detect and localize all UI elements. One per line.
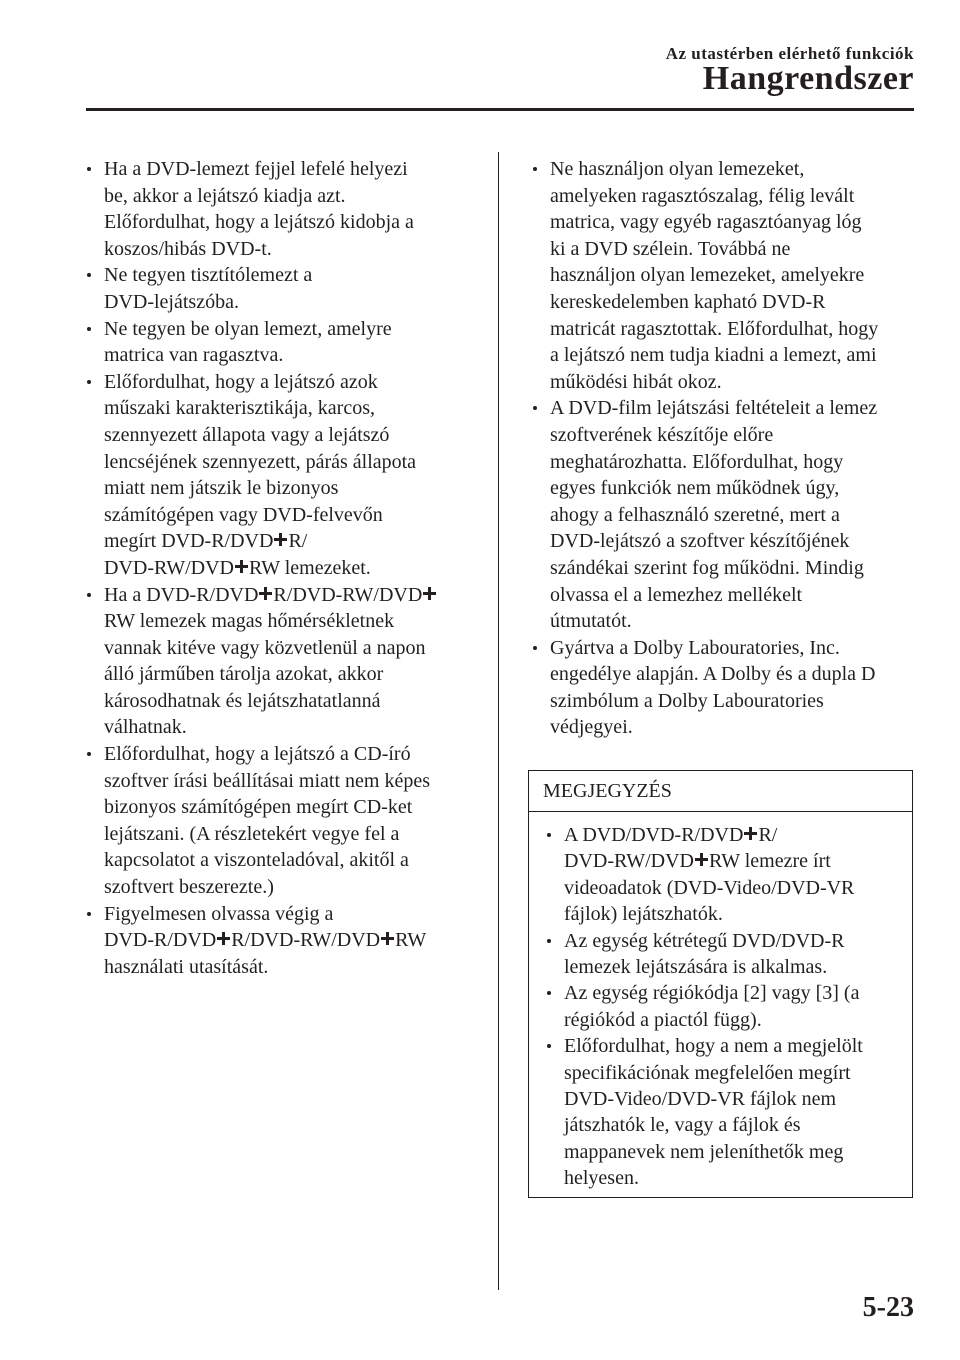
bullet-dot-icon (87, 273, 91, 277)
text-line: A DVD-film lejátszási feltételeit a lemez (550, 397, 878, 420)
text-line: Az egység kétrétegű DVD/DVD-R (564, 929, 845, 952)
text-line: a lejátszó nem tudja kiadni a lemezt, ami (550, 344, 877, 367)
text-line: ki a DVD szélein. Továbbá ne (550, 237, 791, 260)
text-line: kapcsolatot a viszonteladóval, akitől a (104, 849, 409, 872)
bullet-dot-icon (87, 752, 91, 756)
bullet-item (542, 980, 912, 1033)
bullet-dot-icon (533, 406, 537, 410)
text-line: szoftvert beszerezte.) (104, 876, 274, 899)
bullet-dot-icon (547, 991, 551, 995)
text-line: engedélye alapján. A Dolby és a dupla D (550, 663, 876, 686)
text-line: károsodhatnak és lejátszhatatlanná (104, 689, 381, 712)
text-line: egyes funkciók nem működnek úgy, (550, 477, 840, 500)
text-line: Ha a DVD-lemezt fejjel lefelé helyezi (104, 158, 408, 180)
left-column (82, 156, 477, 980)
column-divider (498, 152, 499, 1290)
note-box (528, 770, 913, 1198)
left-bullet-list (82, 156, 477, 980)
plus-icon (381, 932, 394, 945)
bullet-dot-icon (533, 646, 537, 650)
bullet-item (528, 635, 918, 741)
bullet-item (528, 156, 918, 395)
text-line: RW lemezek magas hőmérsékletnek (104, 610, 395, 633)
bullet-item (82, 582, 477, 742)
bullet-item (82, 262, 477, 315)
text-line: DVD-Video/DVD-VR fájlok nem (564, 1088, 837, 1111)
text-line: Az egység régiókódja [2] vagy [3] (a (564, 982, 860, 1005)
text-line: szennyezett állapota vagy a lejátszó (104, 423, 390, 446)
text-line: játszhatók le, vagy a fájlok és (564, 1114, 801, 1137)
note-body (529, 812, 912, 1192)
text-line: Gyártva a Dolby Labouratories, Inc. (550, 636, 840, 659)
text-line: válhatnak. (104, 716, 187, 739)
text-line: Ne tegyen tisztítólemezt a (104, 264, 313, 287)
text-line: matricát ragasztottak. Előfordulhat, hogy (550, 317, 879, 340)
bullet-dot-icon (87, 167, 91, 171)
text-line: Figyelmesen olvassa végig a (104, 902, 334, 925)
text-line: kereskedelemben kapható DVD-R (550, 290, 826, 313)
text-line: videoadatok (DVD-Video/DVD-VR (564, 876, 855, 899)
bullet-item (82, 741, 477, 901)
text-line: Előfordulhat, hogy a lejátszó a CD-író (104, 743, 411, 766)
text-line: be, akkor a lejátszó kiadja azt. (104, 184, 346, 207)
text-line: védjegyei. (550, 716, 633, 739)
bullet-dot-icon (547, 939, 551, 943)
text-line: lejátszani. (A részletekért vegye fel a (104, 822, 400, 845)
text-line: meghatározhatta. Előfordulhat, hogy (550, 450, 844, 473)
text-line: specifikációnak megfelelően megírt (564, 1061, 851, 1084)
text-line: amelyeken ragasztószalag, félig levált (550, 184, 855, 207)
bullet-item (542, 928, 912, 981)
text-line: bizonyos számítógépen megírt CD-ket (104, 796, 413, 819)
note-title: MEGJEGYZÉS (529, 771, 912, 812)
text-line: helyesen. (564, 1167, 639, 1190)
text-line: DVD-R/DVD R/DVD-RW/DVD RW (104, 929, 427, 952)
text-line: szoftver írási beállításai miatt nem képes (104, 769, 430, 792)
text-line: A DVD/DVD-R/DVD R/ (564, 824, 778, 846)
text-line: régiókód a piactól függ). (564, 1008, 762, 1031)
text-line: Ne használjon olyan lemezeket, (550, 158, 805, 180)
bullet-dot-icon (533, 167, 537, 171)
bullet-item (82, 156, 477, 262)
text-line: matrica, vagy egyéb ragasztóanyag lóg (550, 211, 862, 234)
bullet-dot-icon (87, 593, 91, 597)
text-line: használjon olyan lemezeket, amelyekre (550, 264, 865, 287)
text-line: Előfordulhat, hogy a nem a megjelölt (564, 1035, 863, 1058)
bullet-dot-icon (547, 1044, 551, 1048)
text-line: útmutatót. (550, 610, 632, 633)
text-line: számítógépen vagy DVD-felvevőn (104, 503, 383, 526)
bullet-dot-icon (87, 380, 91, 384)
text-line: Előfordulhat, hogy a lejátszó kidobja a (104, 211, 414, 234)
right-column (528, 156, 918, 741)
text-line: lemezek lejátszására is alkalmas. (564, 956, 828, 979)
text-line: olvassa el a lemezhez mellékelt (550, 583, 803, 606)
text-line: műszaki karakterisztikája, karcos, (104, 397, 375, 420)
chapter-title: Hangrendszer (702, 60, 914, 97)
text-line: matrica van ragasztva. (104, 344, 284, 367)
right-bullet-list (528, 156, 918, 741)
text-line: szimbólum a Dolby Labouratories (550, 689, 824, 712)
plus-icon (235, 560, 248, 573)
bullet-item (542, 822, 912, 928)
bullet-dot-icon (87, 912, 91, 916)
text-line: szándékai szerint fog működni. Mindig (550, 556, 864, 579)
text-line: lencséjének szennyezett, párás állapota (104, 450, 417, 473)
text-line: DVD-RW/DVD RW lemezre írt (564, 850, 831, 873)
bullet-item (528, 395, 918, 634)
text-line: álló járműben tárolja azokat, akkor (104, 663, 384, 686)
header-rule (86, 108, 914, 111)
text-line: DVD-RW/DVD RW lemezeket. (104, 556, 371, 579)
text-line: koszos/hibás DVD-t. (104, 237, 272, 260)
plus-icon (744, 827, 757, 840)
text-line: DVD-lejátszó a szoftver készítőjének (550, 530, 850, 553)
plus-icon (259, 587, 272, 600)
text-line: ahogy a felhasználó szeretné, mert a (550, 503, 840, 526)
text-line: Ha a DVD-R/DVD R/DVD-RW/DVD (104, 582, 477, 609)
text-line: mappanevek nem jeleníthetők meg (564, 1140, 844, 1163)
text-line: működési hibát okoz. (550, 370, 722, 393)
bullet-item (542, 1033, 912, 1191)
page-number: 5-23 (862, 1292, 914, 1323)
bullet-dot-icon (547, 833, 551, 837)
section-label: Az utastérben elérhető funkciók (665, 44, 914, 63)
text-line: megírt DVD-R/DVD R/ (104, 530, 308, 553)
bullet-dot-icon (87, 327, 91, 331)
bullet-item (82, 901, 477, 981)
text-line: Előfordulhat, hogy a lejátszó azok (104, 370, 378, 393)
text-line: használati utasítását. (104, 955, 269, 978)
plus-icon (274, 533, 287, 546)
bullet-item (82, 369, 477, 582)
plus-icon (695, 853, 708, 866)
bullet-item (82, 316, 477, 369)
plus-icon (217, 932, 230, 945)
note-bullet-list (542, 822, 912, 1192)
text-line: Ne tegyen be olyan lemezt, amelyre (104, 317, 392, 340)
text-line: DVD-lejátszóba. (104, 290, 239, 313)
text-line: vannak kitéve vagy közvetlenül a napon (104, 636, 426, 659)
plus-icon (423, 587, 436, 600)
text-line: fájlok) lejátszhatók. (564, 903, 723, 926)
text-line: miatt nem játszik le bizonyos (104, 477, 339, 500)
text-line: szoftverének készítője előre (550, 423, 774, 446)
